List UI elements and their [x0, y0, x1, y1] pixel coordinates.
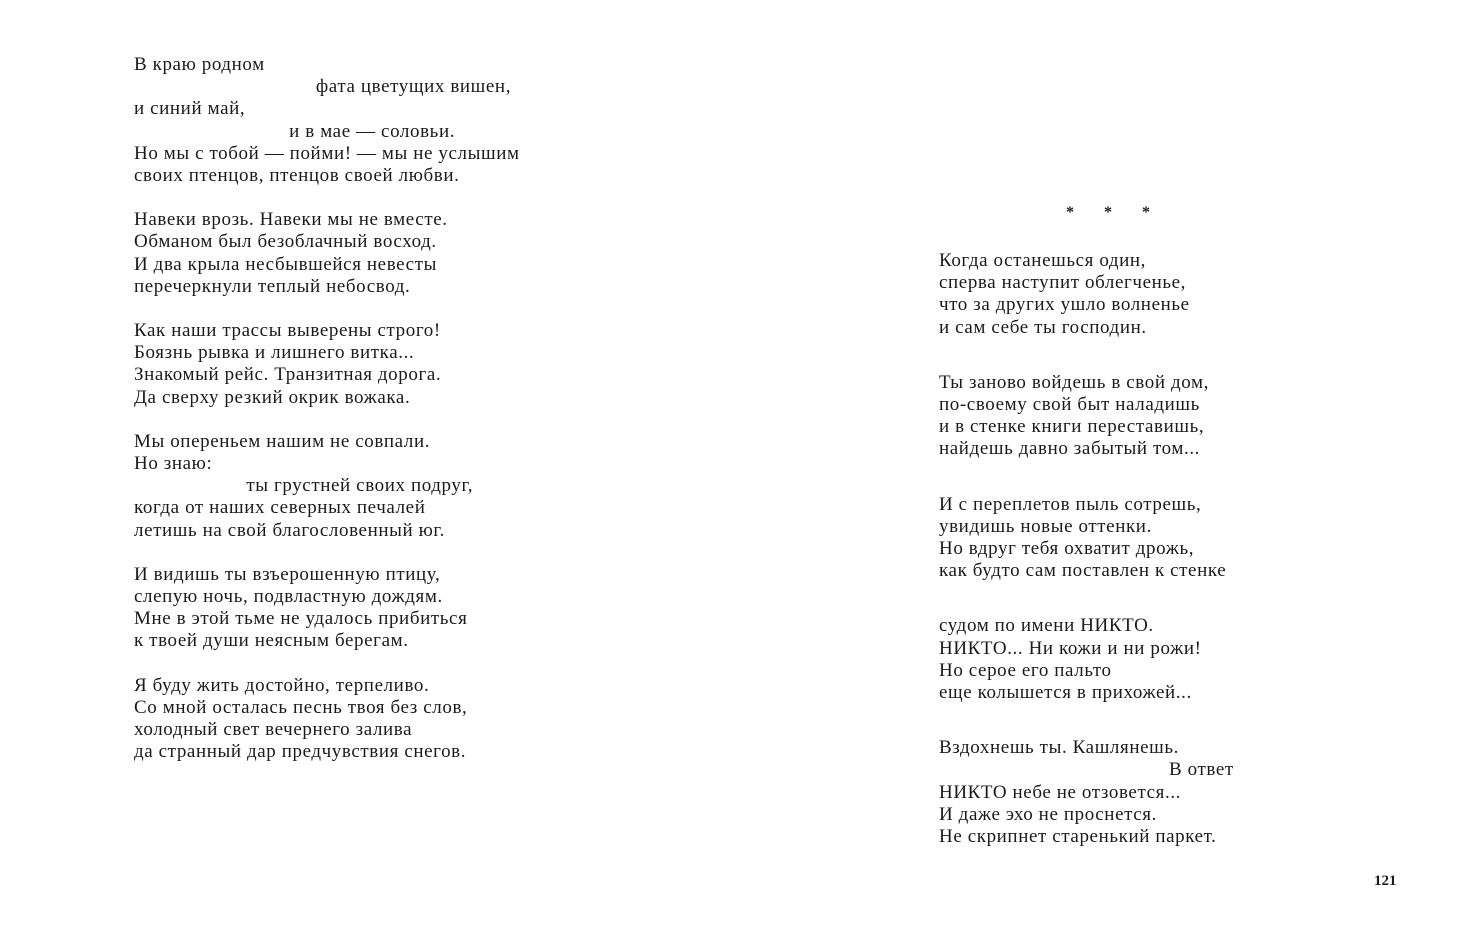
poem-line: летишь на свой благословенный юг.	[134, 519, 445, 541]
poem-line: фата цветущих вишен,	[134, 76, 512, 98]
poem-line: к твоей души неясным берегам.	[134, 630, 409, 652]
right-stanza-4	[939, 615, 1234, 704]
poem-line: Я буду жить достойно, терпеливо.	[134, 674, 430, 696]
poem-line: и сам себе ты господин.	[939, 316, 1147, 338]
poem-line: Когда останешься один,	[939, 250, 1147, 271]
left-stanza-1	[134, 54, 520, 187]
poem-separator: * * *	[1066, 204, 1163, 221]
right-stanza-1	[939, 250, 1234, 339]
poem-line: И с переплетов пыль сотрешь,	[939, 493, 1202, 515]
poem-line: И даже эхо не проснется.	[939, 803, 1157, 825]
poem-line: НИКТО... Ни кожи и ни рожи!	[939, 637, 1202, 659]
poem-line: Мне в этой тьме не удалось прибиться	[134, 608, 468, 630]
left-stanza-3	[134, 320, 520, 409]
poem-line: Ты заново войдешь в свой дом,	[939, 371, 1209, 393]
poem-line: Но мы с тобой — пойми! — мы не услышим	[134, 142, 520, 164]
poem-line: Навеки врозь. Навеки мы не вместе.	[134, 209, 448, 231]
right-stanza-3	[939, 494, 1234, 583]
poem-line: Мы опереньем нашим не совпали.	[134, 430, 431, 452]
poem-line: и в стенке книги переставишь,	[939, 416, 1205, 438]
poem-line: В ответ	[939, 759, 1234, 781]
poem-line: Со мной осталась песнь твоя без слов,	[134, 696, 468, 718]
poem-line: сперва наступит облегченье,	[939, 272, 1187, 294]
poem-line: И видишь ты взъерошенную птицу,	[134, 563, 441, 585]
poem-line: и в мае — соловьи.	[134, 120, 456, 142]
poem-line: найдешь давно забытый том...	[939, 438, 1201, 460]
poem-line: перечеркнули теплый небосвод.	[134, 275, 411, 297]
poem-line: Вздохнешь ты. Кашлянешь.	[939, 737, 1179, 759]
poem-line: И два крыла несбывшейся невесты	[134, 253, 437, 275]
poem-line: и синий май,	[134, 98, 246, 120]
poem-line: как будто сам поставлен к стенке	[939, 560, 1227, 582]
page-number: 121	[1374, 873, 1397, 889]
poem-line: Но вдруг тебя охватит дрожь,	[939, 538, 1195, 560]
poem-line: еще колышется в прихожей...	[939, 682, 1192, 704]
poem-line: ты грустней своих подруг,	[134, 475, 474, 497]
poem-line: слепую ночь, подвластную дождям.	[134, 586, 443, 608]
poem-line: увидишь новые оттенки.	[939, 515, 1152, 537]
left-stanza-6	[134, 675, 520, 764]
poem-line: судом по имени НИКТО.	[939, 615, 1154, 637]
poem-line: своих птенцов, птенцов своей любви.	[134, 165, 460, 187]
right-stanza-2	[939, 372, 1234, 461]
poem-line: холодный свет вечернего залива	[134, 719, 413, 741]
poem-line: Знакомый рейс. Транзитная дорога.	[134, 364, 442, 386]
poem-line: да странный дар предчувствия снегов.	[134, 741, 467, 763]
poem-line: Да сверху резкий окрик вожака.	[134, 386, 411, 408]
left-stanza-2	[134, 209, 520, 298]
left-stanza-4	[134, 431, 520, 542]
poem-line: В краю родном	[134, 54, 265, 75]
left-poem	[134, 54, 520, 763]
poem-line: когда от наших северных печалей	[134, 497, 426, 519]
poem-line: Боязнь рывка и лишнего витка...	[134, 342, 415, 364]
poem-line: НИКТО небе не отзовется...	[939, 781, 1182, 803]
left-stanza-5	[134, 564, 520, 653]
poem-line: Но знаю:	[134, 453, 213, 475]
poem-line: Обманом был безоблачный восход.	[134, 231, 437, 253]
right-poem	[939, 250, 1234, 848]
poem-line: что за других ушло волненье	[939, 294, 1190, 316]
poem-line: по-своему свой быт наладишь	[939, 394, 1200, 416]
poem-line: Но серое его пальто	[939, 659, 1112, 681]
poem-line: Как наши трассы выверены строго!	[134, 320, 441, 342]
right-stanza-5	[939, 737, 1234, 848]
poem-line: Не скрипнет старенький паркет.	[939, 826, 1217, 848]
